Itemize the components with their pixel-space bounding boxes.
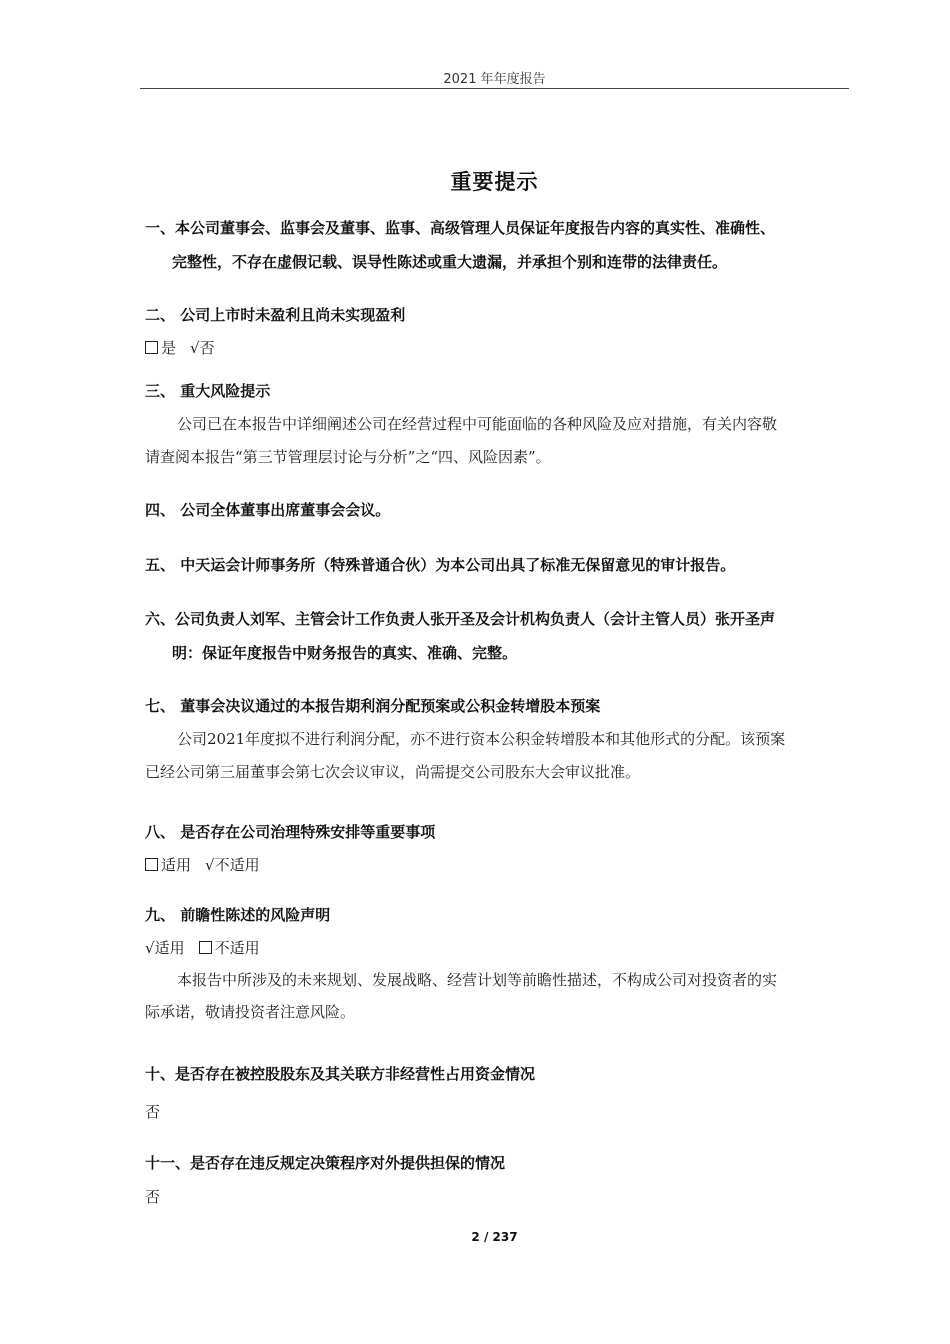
section-4-heading: 四、 公司全体董事出席董事会会议。 [145, 501, 391, 519]
option-no: 否 [199, 339, 215, 357]
checkbox-unchecked-icon [199, 941, 212, 954]
section-6-line-2: 明：保证年度报告中财务报告的真实、准确、完整。 [172, 644, 518, 662]
section-1-line-2: 完整性，不存在虚假记载、误导性陈述或重大遗漏，并承担个别和连带的法律责任。 [172, 253, 728, 271]
section-11-answer: 否 [145, 1188, 161, 1206]
section-1-line-1: 一、本公司董事会、监事会及董事、监事、高级管理人员保证年度报告内容的真实性、准确性、 [145, 219, 776, 237]
option-not-applicable: 不适用 [214, 939, 260, 957]
running-header: 2021 年年度报告 [443, 72, 546, 87]
section-10-heading: 十、是否存在被控股股东及其关联方非经营性占用资金情况 [145, 1065, 536, 1083]
section-7-line-2: 已经公司第三届董事会第七次会议审议，尚需提交公司股东大会审议批准。 [145, 763, 641, 781]
section-3-line-1: 公司已在本报告中详细阐述公司在经营过程中可能面临的各种风险及应对措施，有关内容敬 [177, 415, 778, 433]
section-9-heading: 九、 前瞻性陈述的风险声明 [145, 906, 331, 924]
checkbox-unchecked-icon [145, 341, 158, 354]
header-rule [140, 88, 849, 89]
option-applicable: 适用 [161, 856, 192, 874]
check-mark-icon: √ [205, 856, 215, 874]
section-3-heading: 三、 重大风险提示 [145, 382, 271, 400]
section-10-answer: 否 [145, 1103, 161, 1121]
section-5-heading: 五、 中天运会计师事务所（特殊普通合伙）为本公司出具了标准无保留意见的审计报告。 [145, 556, 736, 574]
section-9-options [145, 938, 260, 958]
section-9-line-2: 际承诺，敬请投资者注意风险。 [145, 1003, 356, 1021]
section-11-heading: 十一、是否存在违反规定决策程序对外提供担保的情况 [145, 1154, 506, 1172]
page-number: 2 / 237 [471, 1230, 518, 1244]
checkbox-unchecked-icon [145, 858, 158, 871]
section-9-line-1: 本报告中所涉及的未来规划、发展战略、经营计划等前瞻性描述，不构成公司对投资者的实 [177, 971, 778, 989]
option-applicable: 适用 [154, 939, 185, 957]
section-6-line-1: 六、公司负责人刘军、主管会计工作负责人张开圣及会计机构负责人（会计主管人员）张开圣声 [145, 610, 776, 628]
page-title: 重要提示 [450, 170, 539, 194]
section-3-line-2: 请查阅本报告“第三节管理层讨论与分析”之“四、风险因素”。 [145, 448, 551, 466]
section-8-heading: 八、 是否存在公司治理特殊安排等重要事项 [145, 823, 436, 841]
check-mark-icon: √ [145, 939, 155, 957]
section-2-options [145, 338, 215, 358]
option-not-applicable: 不适用 [214, 856, 260, 874]
section-7-heading: 七、 董事会决议通过的本报告期利润分配预案或公积金转增股本预案 [145, 697, 601, 715]
check-mark-icon: √ [190, 339, 200, 357]
section-8-options [145, 855, 260, 875]
option-yes: 是 [161, 339, 177, 357]
section-2-heading: 二、 公司上市时未盈利且尚未实现盈利 [145, 306, 406, 324]
section-7-line-1: 公司2021年度拟不进行利润分配，亦不进行资本公积金转增股本和其他形式的分配。该预案 [177, 730, 786, 748]
